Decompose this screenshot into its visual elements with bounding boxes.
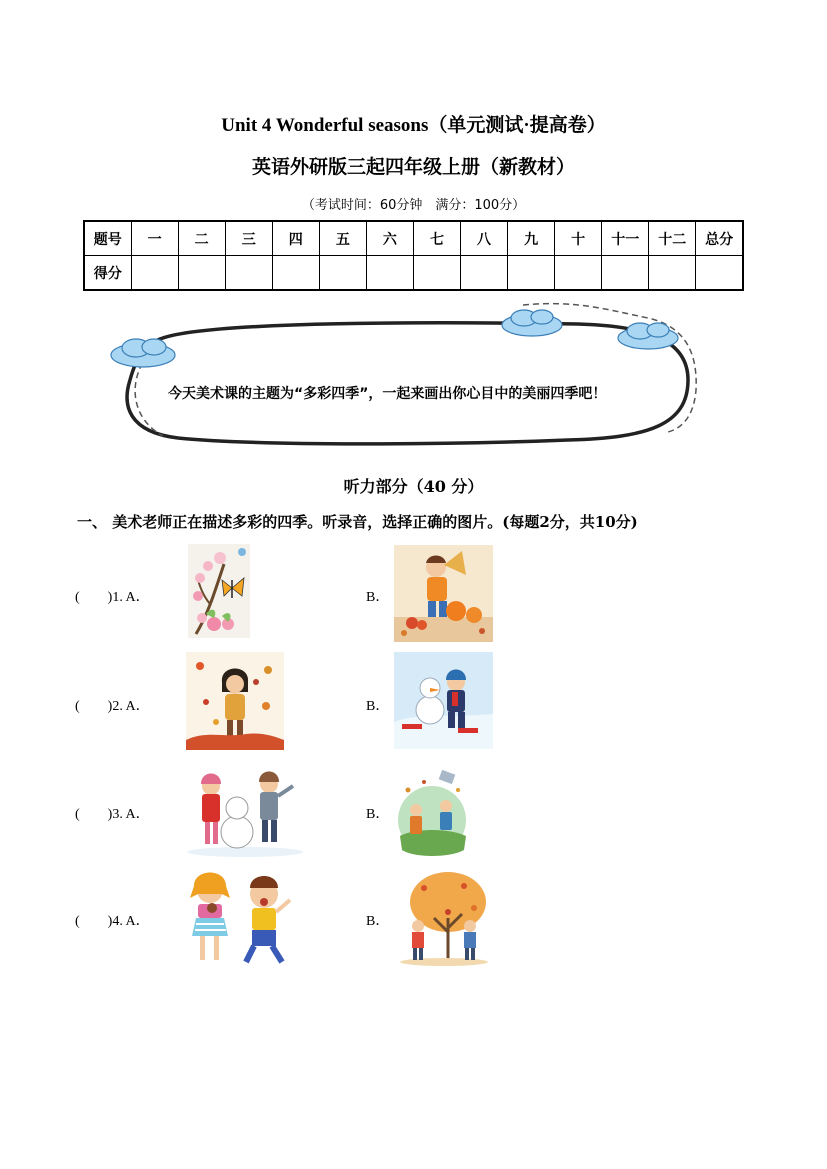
score-cell-q8: 八: [461, 221, 508, 256]
score-input-cell[interactable]: [178, 256, 225, 291]
score-cell-q6: 六: [366, 221, 413, 256]
autumn-tree-kids-picture[interactable]: [394, 868, 491, 967]
question-4-option-b-label: B．: [366, 914, 390, 929]
winter-snowman-boy-picture[interactable]: [394, 652, 493, 749]
score-cell-q7: 七: [413, 221, 460, 256]
score-cell-q2: 二: [178, 221, 225, 256]
score-cell-q11: 十一: [602, 221, 649, 256]
question-3-option-b-label: B．: [366, 807, 390, 822]
score-input-cell[interactable]: [131, 256, 178, 291]
banner-frame-icon: [108, 300, 708, 460]
autumn-leaves-girl-picture[interactable]: [186, 652, 284, 750]
kids-with-snowman-picture[interactable]: [185, 762, 305, 858]
score-cell-q10: 十: [555, 221, 602, 256]
score-input-cell[interactable]: [366, 256, 413, 291]
score-input-cell[interactable]: [508, 256, 555, 291]
question-1-option-b-label: B．: [366, 590, 390, 605]
score-cell-q3: 三: [225, 221, 272, 256]
score-cell-q1: 一: [131, 221, 178, 256]
score-input-cell[interactable]: [696, 256, 743, 291]
score-cell-q4: 四: [272, 221, 319, 256]
question-2-option-b-label: B．: [366, 699, 390, 714]
question-1-prefix: ( )1. A．: [75, 590, 150, 605]
score-row-label: 得分: [84, 256, 131, 291]
score-cell-q9: 九: [508, 221, 555, 256]
windy-autumn-kids-picture[interactable]: [394, 766, 470, 858]
banner-text: 今天美术课的主题为“多彩四季”，一起来画出你心目中的美丽四季吧！: [168, 386, 607, 402]
score-input-cell[interactable]: [461, 256, 508, 291]
question-instruction: 一、 美术老师正在描述多彩的四季。听录音，选择正确的图片。(每题2分，共10分): [77, 513, 638, 531]
score-cell-total: 总分: [696, 221, 743, 256]
spring-butterfly-picture[interactable]: [188, 544, 250, 638]
score-input-cell[interactable]: [602, 256, 649, 291]
score-cell-q5: 五: [319, 221, 366, 256]
autumn-harvest-picture[interactable]: [394, 545, 493, 642]
question-2-prefix: ( )2. A．: [75, 699, 150, 714]
document-title: Unit 4 Wonderful seasons（单元测试·提高卷）: [221, 115, 606, 136]
score-input-cell[interactable]: [555, 256, 602, 291]
theme-banner: [108, 300, 708, 460]
score-input-cell[interactable]: [649, 256, 696, 291]
score-cell-q12: 十二: [649, 221, 696, 256]
document-subtitle: 英语外研版三起四年级上册（新教材）: [251, 156, 575, 178]
question-3-prefix: ( )3. A．: [75, 807, 150, 822]
score-cell-label: 题号: [84, 221, 131, 256]
score-input-cell[interactable]: [225, 256, 272, 291]
score-table-header-row: [84, 221, 743, 256]
score-input-cell[interactable]: [413, 256, 460, 291]
score-input-cell[interactable]: [272, 256, 319, 291]
cloud-icon: [502, 310, 562, 336]
score-input-cell[interactable]: [319, 256, 366, 291]
exam-info: （考试时间：60分钟 满分：100分）: [301, 198, 526, 213]
score-table-score-row: [84, 256, 743, 291]
section-title: 听力部分（40 分）: [343, 477, 484, 496]
kids-eating-picture[interactable]: [186, 868, 294, 968]
question-4-prefix: ( )4. A．: [75, 914, 150, 929]
score-table: [83, 220, 744, 291]
